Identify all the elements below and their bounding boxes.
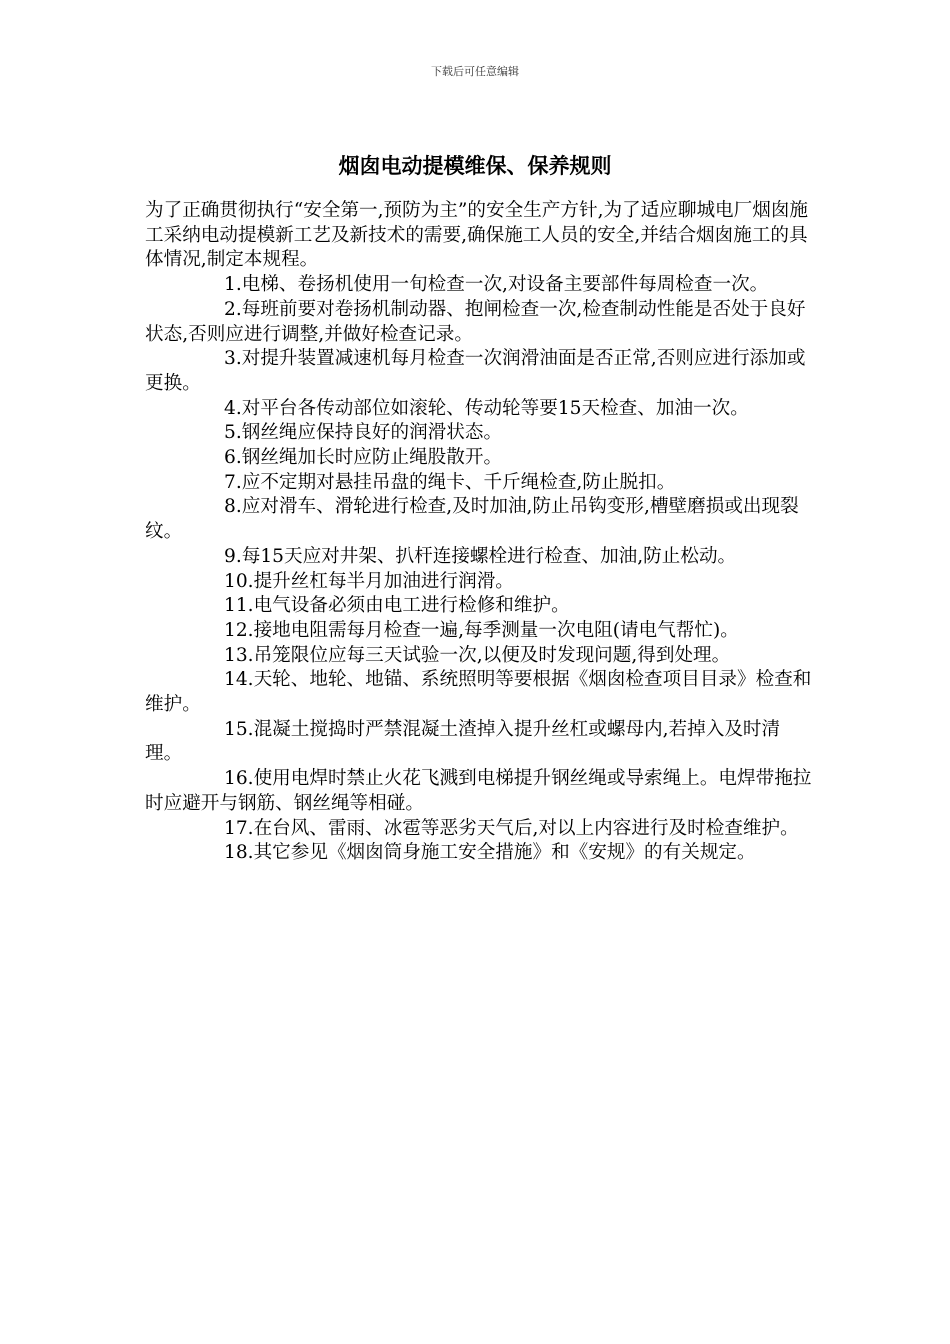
page-header-note: 下载后可任意编辑 xyxy=(431,65,519,78)
rule-item-14: 14.天轮、地轮、地锚、系统照明等要根据《烟囱检查项目目录》检查和维护。 xyxy=(145,669,812,716)
intro-paragraph: 为了正确贯彻执行“安全第一,预防为主”的安全生产方针,为了适应聊城电厂烟囱施工采纳电动提模新工艺及新技术的需要,确保施工人员的安全,并结合烟囱施工的具体情况,制定本规程。 xyxy=(145,200,809,271)
rule-item-9: 9.每15天应对井架、扒杆连接螺栓进行检查、加油,防止松动。 xyxy=(224,545,737,567)
rule-item-13: 13.吊笼限位应每三天试验一次,以便及时发现问题,得到处理。 xyxy=(224,644,731,666)
rule-item-10: 10.提升丝杠每半月加油进行润滑。 xyxy=(224,570,514,592)
document-title: 烟囱电动提模维保、保养规则 xyxy=(338,154,612,178)
rule-item-1: 1.电梯、卷扬机使用一旬检查一次,对设备主要部件每周检查一次。 xyxy=(224,274,769,296)
rule-item-5: 5.钢丝绳应保持良好的润滑状态。 xyxy=(224,422,503,444)
rule-item-11: 11.电气设备必须由电工进行检修和维护。 xyxy=(224,595,570,617)
rule-item-18: 18.其它参见《烟囱筒身施工安全措施》和《安规》的有关规定。 xyxy=(224,842,756,864)
rule-item-6: 6.钢丝绳加长时应防止绳股散开。 xyxy=(224,447,503,469)
rule-item-12: 12.接地电阻需每月检查一遍,每季测量一次电阻(请电气帮忙)。 xyxy=(224,619,739,641)
rule-item-15: 15.混凝土搅捣时严禁混凝土渣掉入提升丝杠或螺母内,若掉入及时清理。 xyxy=(145,718,781,765)
rule-item-17: 17.在台风、雷雨、冰雹等恶劣天气后,对以上内容进行及时检查维护。 xyxy=(224,817,799,839)
rule-item-8: 8.应对滑车、滑轮进行检查,及时加油,防止吊钩变形,槽壁磨损或出现裂纹。 xyxy=(145,496,799,543)
rule-item-7: 7.应不定期对悬挂吊盘的绳卡、千斤绳检查,防止脱扣。 xyxy=(224,471,676,493)
rule-item-2: 2.每班前要对卷扬机制动器、抱闸检查一次,检查制动性能是否处于良好状态,否则应进行调整,并做好检查记录。 xyxy=(145,298,806,345)
rule-item-4: 4.对平台各传动部位如滚轮、传动轮等要15天检查、加油一次。 xyxy=(224,397,749,419)
rule-item-3: 3.对提升装置减速机每月检查一次润滑油面是否正常,否则应进行添加或更换。 xyxy=(145,348,806,394)
document-body xyxy=(145,199,817,866)
rule-item-16: 16.使用电焊时禁止火花飞溅到电梯提升钢丝绳或导索绳上。电焊带拖拉时应避开与钢筋、钢丝绳等相碰。 xyxy=(145,768,812,814)
